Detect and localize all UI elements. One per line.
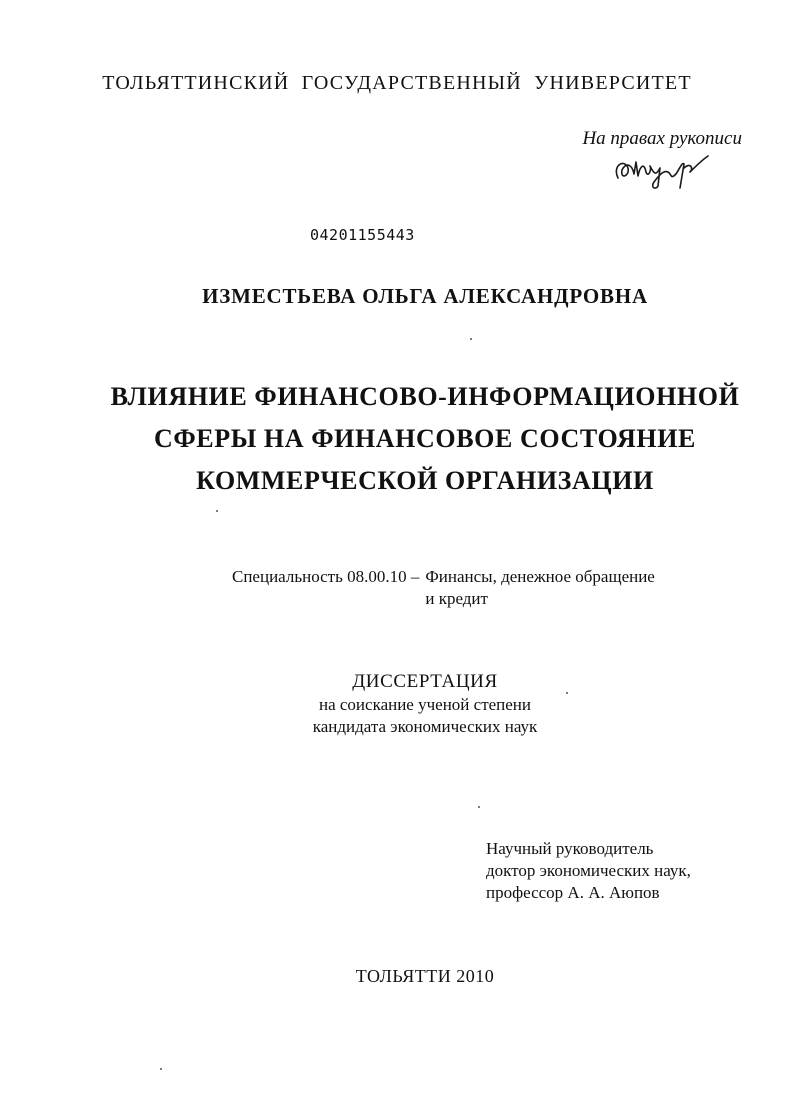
scan-speck (216, 510, 218, 512)
scan-speck (478, 806, 480, 808)
handwritten-signature (610, 148, 720, 192)
title-line: ВЛИЯНИЕ ФИНАНСОВО-ИНФОРМАЦИОННОЙ (110, 382, 740, 411)
catalog-number: 04201155443 (310, 226, 415, 244)
city-year: ТОЛЬЯТТИ 2010 (355, 966, 495, 986)
manuscript-rights-note: На правах рукописи (582, 128, 742, 149)
title-line: СФЕРЫ НА ФИНАНСОВОЕ СОСТОЯНИЕ (153, 424, 697, 453)
specialty-field (425, 566, 655, 610)
degree-block (0, 670, 794, 738)
supervisor-block (486, 838, 691, 904)
university-name: ТОЛЬЯТТИНСКИЙ ГОСУДАРСТВЕННЫЙ УНИВЕРСИТЕТ (102, 72, 692, 94)
supervisor-degree: доктор экономических наук, (486, 861, 691, 880)
scan-speck (470, 338, 472, 340)
scan-speck (566, 692, 568, 694)
specialty-field-line: и кредит (425, 589, 488, 608)
degree-line: кандидата экономических наук (312, 717, 538, 736)
document-type: ДИССЕРТАЦИЯ (352, 671, 498, 692)
author-name: ИЗМЕСТЬЕВА ОЛЬГА АЛЕКСАНДРОВНА (202, 284, 648, 308)
title-line: КОММЕРЧЕСКОЙ ОРГАНИЗАЦИИ (196, 466, 654, 495)
specialty-code: Специальность 08.00.10 – (232, 567, 420, 586)
specialty-field-line: Финансы, денежное обращение (425, 567, 655, 586)
supervisor-name: профессор А. А. Аюпов (486, 883, 660, 902)
dissertation-title (0, 376, 794, 502)
supervisor-role: Научный руководитель (486, 839, 654, 858)
degree-line: на соискание ученой степени (318, 695, 532, 714)
specialty-block (232, 566, 655, 610)
scan-speck (160, 1068, 162, 1070)
